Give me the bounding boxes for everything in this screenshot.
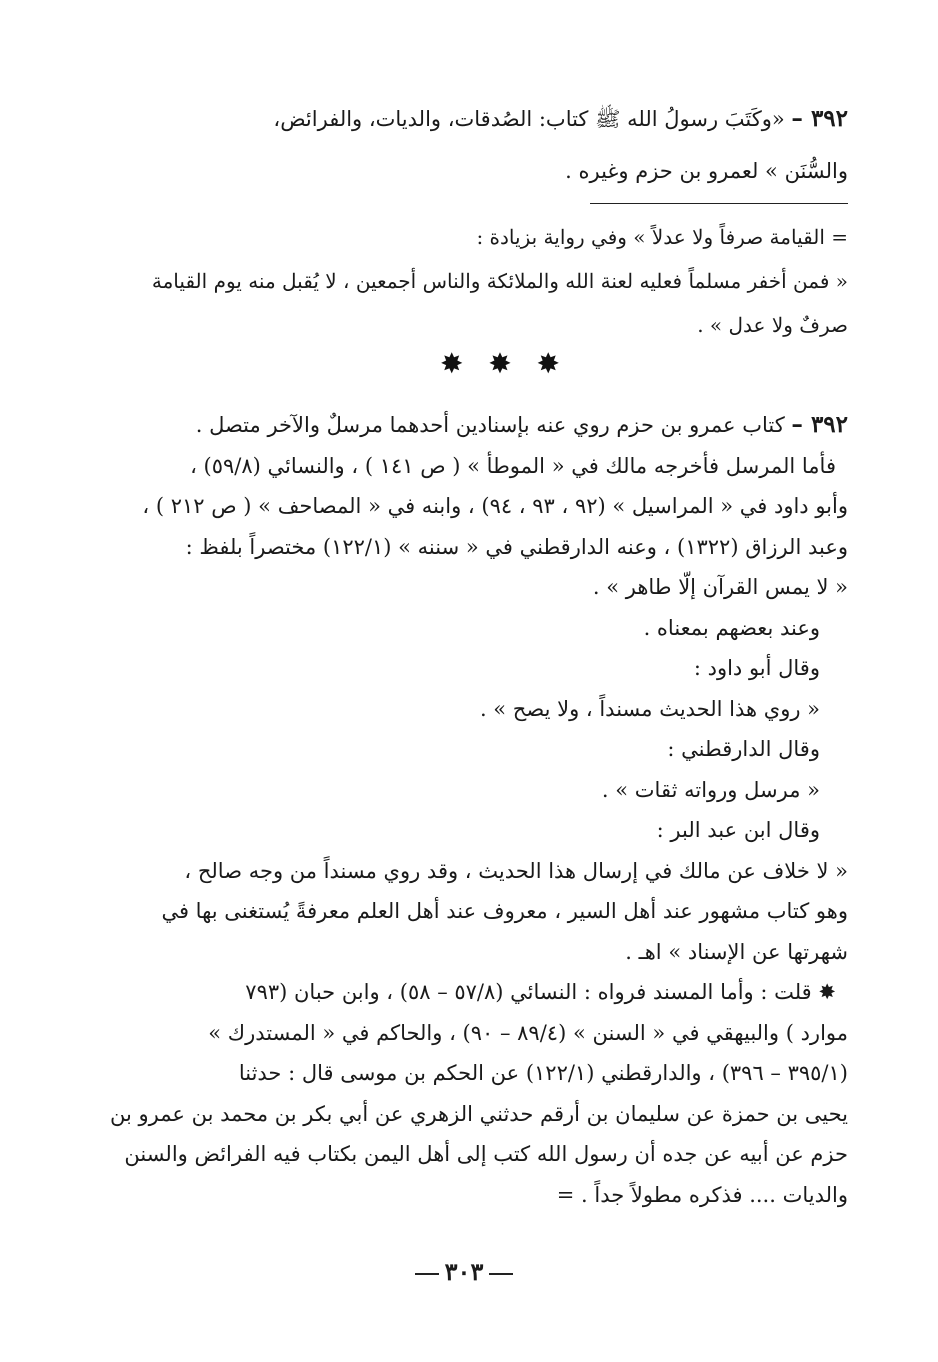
commentary-line: ٣٩٢ – كتاب عمرو بن حزم روي عنه بإسنادين أحدهما مرسلٌ والآخر متصل . (195, 411, 848, 438)
commentary-line: « روي هذا الحديث مسنداً ، ولا يصح » . (479, 696, 820, 721)
footnote-line: = القيامة صرفاً ولا عدلاً » وفي رواية بزيادة : (476, 225, 848, 249)
commentary-line: « لا يمس القرآن إلّا طاهر » . (592, 575, 848, 599)
footer-dash (489, 1273, 513, 1275)
commentary-line: شهرتها عن الإسناد » اهـ . (625, 939, 848, 964)
commentary-line: والديات .... فذكره مطولاً جداً . = (556, 1182, 848, 1207)
commentary-line: وعند بعضهم بمعناه . (643, 615, 820, 640)
commentary-line: فأما المرسل فأخرجه مالك في « الموطأ » ( ص ١٤١ ) ، والنسائي (٥٩/٨) ، (190, 453, 836, 478)
commentary-line: « مرسل ورواته ثقات » . (601, 777, 820, 802)
footnote-divider (590, 203, 848, 204)
commentary-line: وقال ابن عبد البر : (656, 818, 820, 842)
star-icon: ✸ (536, 347, 560, 380)
commentary-line: ✸ قلت : وأما المسند فرواه : النسائي (٥٧/٨ – ٥٨) ، وابن حبان (٧٩٣ (245, 980, 836, 1004)
footnote-text (151, 215, 848, 347)
section-separator (440, 348, 560, 380)
page-number: ٣٠٣ (444, 1257, 484, 1286)
commentary-line: وقال أبو داود : (693, 656, 820, 680)
commentary-line: موارد ) والبيهقي في « السنن » (٨٩/٤ – ٩٠) ، والحاكم في « المستدرك » (208, 1020, 848, 1045)
commentary-line: (٣٩٥/١ – ٣٩٦) ، والدارقطني (١٢٢/١) عن الحكم بن موسى قال : حدثنا (238, 1061, 848, 1085)
footer-dash (415, 1273, 439, 1275)
commentary-line: وعبد الرزاق (١٣٢٢) ، وعنه الدارقطني في « سننه » (١٢٢/١) مختصراً بلفظ : (185, 534, 848, 559)
commentary-line: وأبو داود في « المراسيل » (٩٢ ، ٩٣ ، ٩٤) ، وابنه في « المصاحف » ( ص ٢١٢ ) ، (142, 494, 848, 518)
star-icon: ✸ (488, 347, 512, 380)
commentary-line: « لا خلاف عن مالك في إرسال هذا الحديث ، وقد روي مسنداً من وجه صالح ، (184, 858, 848, 883)
commentary-line: وقال الدارقطني : (667, 737, 820, 761)
hadith-text (158, 92, 848, 198)
commentary-number: ٣٩٢ – (791, 411, 848, 438)
footnote-line: « فمن أخفر مسلماً فعليه لعنة الله والملائكة والناس أجمعين ، لا يُقبل منه يوم القيامة (151, 269, 848, 293)
commentary-line: حزم عن أبيه عن جده أن رسول الله كتب إلى أهل اليمن بكتاب فيه الفرائض والسنن (124, 1142, 848, 1166)
commentary-text (110, 405, 848, 1215)
star-icon: ✸ (440, 347, 464, 380)
hadith-number: ٣٩٢ – (791, 105, 848, 132)
footnote-line: صرفٌ ولا عدل » . (697, 313, 848, 337)
commentary-line: يحيى بن حمزة عن سليمان بن أرقم حدثني الزهري عن أبي بكر بن محمد بن عمرو بن (110, 1101, 848, 1126)
page-footer (404, 1252, 524, 1292)
hadith-line: والسُّنَن » لعمرو بن حزم وغيره . (565, 159, 848, 183)
commentary-line: وهو كتاب مشهور عند أهل السير ، معروف عند أهل العلم معرفةً يُستغنى بها في (161, 899, 848, 923)
hadith-line: ٣٩٢ – «وكَتَبَ رسولُ الله ﷺ كتاب: الصُدقات، والديات، والفرائض، (273, 105, 848, 132)
